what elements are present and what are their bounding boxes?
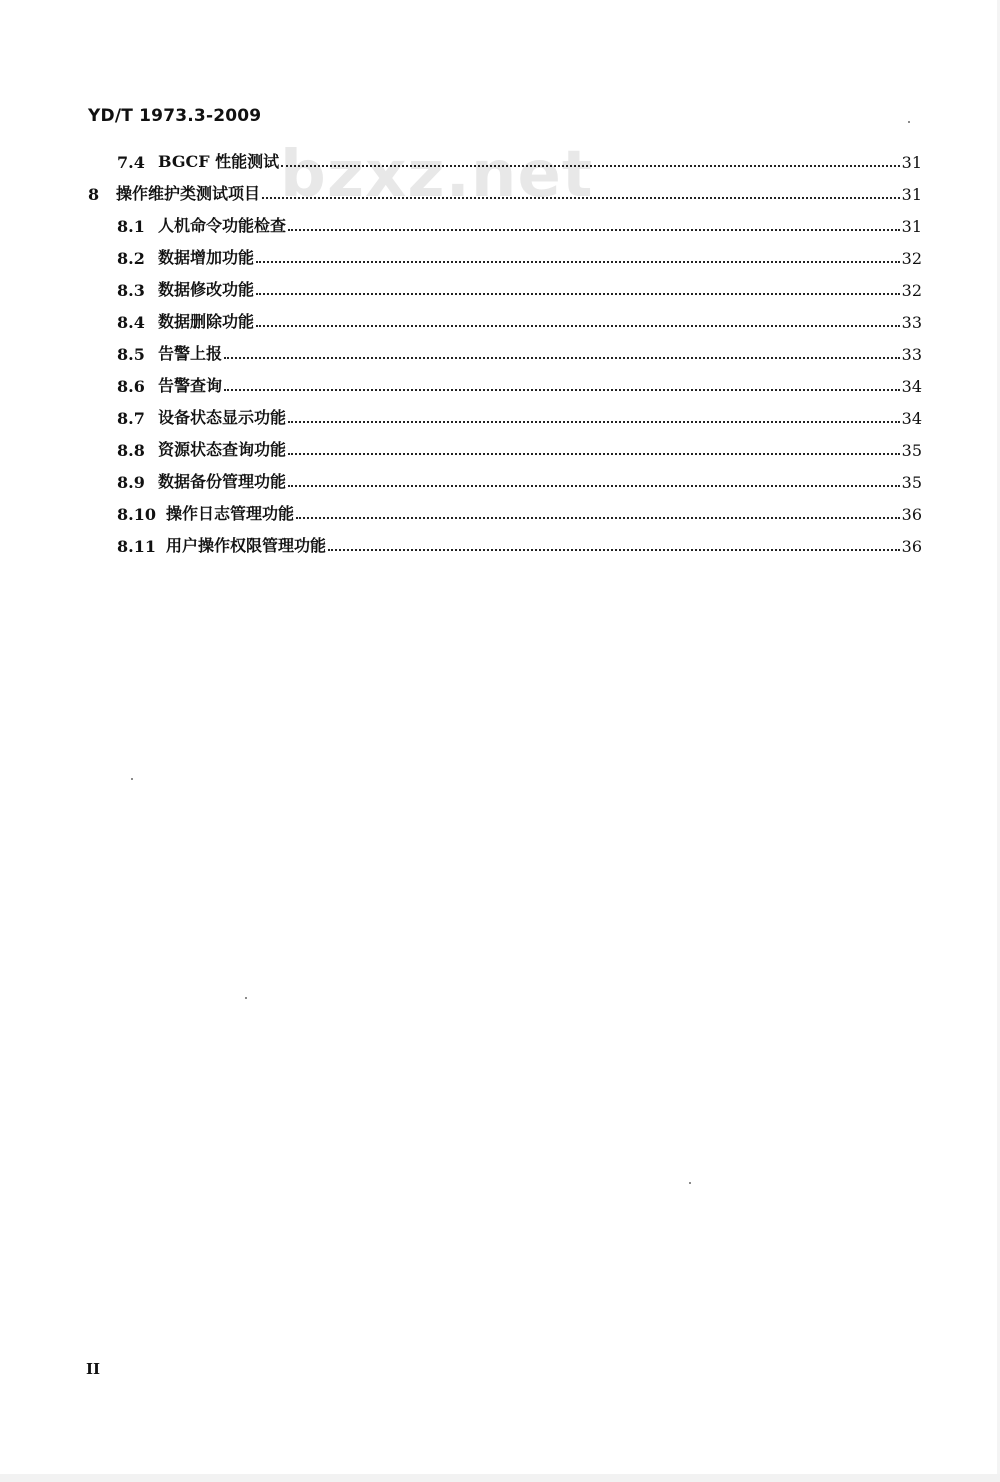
toc-number: 8.9 [117,473,145,492]
toc-page: 35 [901,473,922,492]
scan-speck [689,1182,691,1184]
toc-title: 设备状态显示功能 [158,408,287,427]
toc-page: 32 [901,249,922,268]
toc-page: 31 [901,185,922,204]
toc-leader [296,517,900,519]
toc-page: 35 [901,441,922,460]
toc-page: 36 [901,505,922,524]
toc-leader [224,357,900,359]
toc-number: 8.10 [117,505,156,524]
toc-entry-8-10[interactable] [117,492,922,524]
toc-title: 人机命令功能检查 [158,216,287,235]
toc-title: 资源状态查询功能 [158,440,287,459]
toc-page: 31 [901,153,922,172]
toc-leader [256,325,900,327]
toc-page: 34 [901,409,922,428]
toc-number: 8 [88,185,100,204]
toc-page: 33 [901,313,922,332]
toc-leader [288,229,900,231]
toc-entry-8[interactable] [88,172,922,204]
toc-number: 8.8 [117,441,145,460]
scan-speck [908,121,910,123]
scan-edge [0,1474,1000,1482]
toc-number: 8.11 [117,537,156,556]
toc-title: 数据增加功能 [158,248,255,267]
toc-title: 数据删除功能 [158,312,255,331]
scan-speck [131,778,133,780]
toc-leader [262,197,900,199]
toc-title: 告警查询 [158,376,223,395]
toc-number: 8.2 [117,249,145,268]
toc-leader [328,549,900,551]
toc-leader [288,453,900,455]
toc-title: 操作日志管理功能 [166,504,295,523]
toc-number: 8.5 [117,345,145,364]
toc-leader [288,485,900,487]
toc-entry-8-6[interactable] [117,364,922,396]
page-number: II [86,1360,101,1378]
toc-entry-8-3[interactable] [117,268,922,300]
toc-entry-8-7[interactable] [117,396,922,428]
toc-title: 数据备份管理功能 [158,472,287,491]
toc-leader [288,421,900,423]
document-id: YD/T 1973.3-2009 [88,106,262,126]
toc-number: 8.1 [117,217,145,236]
toc-number: 7.4 [117,153,145,172]
toc-page: 34 [901,377,922,396]
toc-title: 告警上报 [158,344,223,363]
toc-title: BGCF 性能测试 [158,152,280,171]
scan-speck [245,997,247,999]
toc-leader [256,261,900,263]
toc-leader [256,293,900,295]
toc-entry-7-4[interactable] [117,140,922,172]
toc-entry-8-8[interactable] [117,428,922,460]
toc-page: 32 [901,281,922,300]
toc-page: 33 [901,345,922,364]
toc-entry-8-1[interactable] [117,204,922,236]
toc-title: 操作维护类测试项目 [116,184,261,203]
toc-number: 8.7 [117,409,145,428]
toc-entry-8-11[interactable] [117,524,922,556]
toc-number: 8.3 [117,281,145,300]
toc-entry-8-2[interactable] [117,236,922,268]
toc-title: 用户操作权限管理功能 [166,536,327,555]
toc-page: 36 [901,537,922,556]
toc-entry-8-5[interactable] [117,332,922,364]
toc-page: 31 [901,217,922,236]
toc-title: 数据修改功能 [158,280,255,299]
toc-leader [224,389,900,391]
toc-entry-8-9[interactable] [117,460,922,492]
watermark: bzxz.net [280,138,594,212]
toc-number: 8.6 [117,377,145,396]
toc-number: 8.4 [117,313,145,332]
toc-leader [281,165,899,167]
toc-entry-8-4[interactable] [117,300,922,332]
